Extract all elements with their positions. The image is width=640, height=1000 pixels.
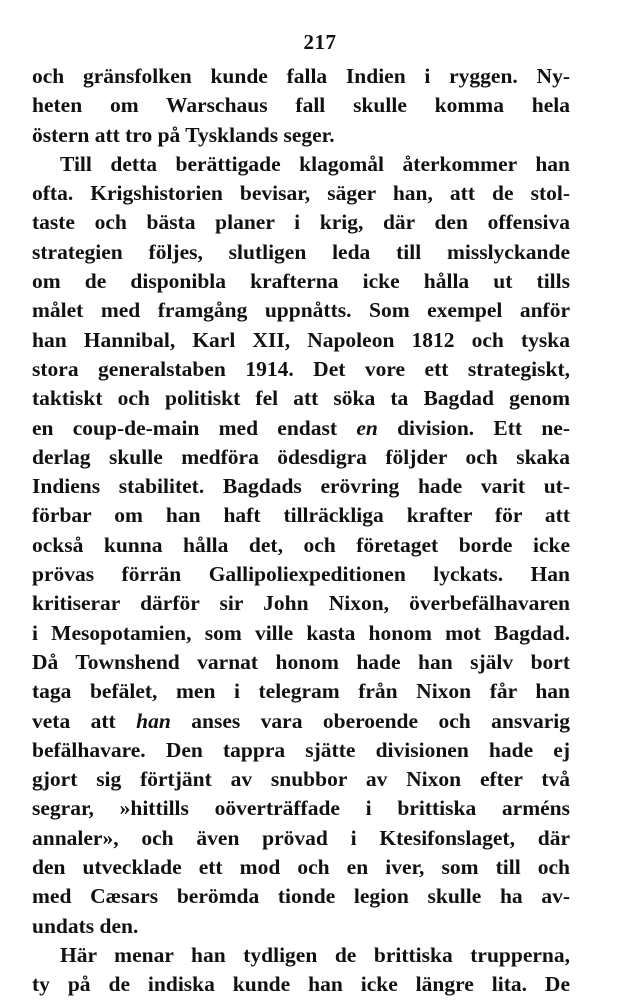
text-line: en coup-de-main med endast en division. Ett ne- <box>32 415 570 440</box>
text-line: taga befälet, men i telegram från Nixon får han <box>32 679 570 704</box>
body-text <box>32 62 570 1000</box>
page-number: 217 <box>303 30 337 54</box>
text-line: kritiserar därför sir John Nixon, överbefälhavaren <box>32 591 570 616</box>
text-line: ofta. Krigshistorien bevisar, säger han, att de stol- <box>32 181 570 206</box>
text-line: han Hannibal, Karl XII, Napoleon 1812 och tyska <box>32 327 570 352</box>
text-line: i Mesopotamien, som ville kasta honom mot Bagdad. <box>32 620 570 645</box>
italic-word: en <box>356 415 378 440</box>
text-line: befälhavare. Den tappra sjätte divisionen hade ej <box>32 737 570 762</box>
text-line: stora generalstaben 1914. Det vore ett strategiskt, <box>32 356 570 381</box>
text-line: veta att han anses vara oberoende och ansvarig <box>32 708 570 733</box>
text-line: derlag skulle medföra ödesdigra följder och skaka <box>32 444 570 469</box>
text-line: heten om Warschaus fall skulle komma hela <box>32 93 570 118</box>
text-line: om de disponibla krafterna icke hålla ut tills <box>32 269 570 294</box>
paragraph-2 <box>32 150 570 941</box>
text-line: Till detta berättigade klagomål återkommer han <box>60 151 570 176</box>
text-line: Då Townshend varnat honom hade han själv bort <box>32 649 570 674</box>
text-line: strategien följes, slutligen leda till misslyckande <box>32 239 570 264</box>
text-line: annaler», och även prövad i Ktesifonslaget, där <box>32 825 570 850</box>
text-line: prövas förrän Gallipoliexpeditionen lyckats. Han <box>32 562 570 587</box>
text-line: också kunna hålla det, och företaget borde icke <box>32 532 570 557</box>
text-line: med Cæsars berömda tionde legion skulle ha av- <box>32 884 570 909</box>
text-line: förbar om han haft tillräckliga krafter för att <box>32 503 570 528</box>
text-line: östern att tro på Tysklands seger. <box>32 122 335 147</box>
text-line: Indiens stabilitet. Bagdads erövring hade varit ut- <box>32 474 570 499</box>
text-line: den utvecklade ett mod och en iver, som till och <box>32 855 570 880</box>
text-line: ty på de indiska kunde han icke längre lita. De <box>32 972 570 997</box>
paragraph-1 <box>32 62 570 150</box>
text-line: taste och bästa planer i krig, där den offensiva <box>32 210 570 235</box>
text-line: målet med framgång uppnåtts. Som exempel anför <box>32 298 570 323</box>
text-line: undats den. <box>32 913 139 938</box>
italic-word: han <box>136 708 171 733</box>
text-line: och gränsfolken kunde falla Indien i ryggen. Ny- <box>32 64 570 88</box>
text-line: Här menar han tydligen de brittiska trupperna, <box>60 942 570 967</box>
text-line: gjort sig förtjänt av snubbor av Nixon efter två <box>32 767 570 792</box>
paragraph-3 <box>32 941 570 1000</box>
text-line: taktiskt och politiskt fel att söka ta Bagdad genom <box>32 386 570 411</box>
text-line: segrar, »hittills oöverträffade i brittiska arméns <box>32 796 570 821</box>
